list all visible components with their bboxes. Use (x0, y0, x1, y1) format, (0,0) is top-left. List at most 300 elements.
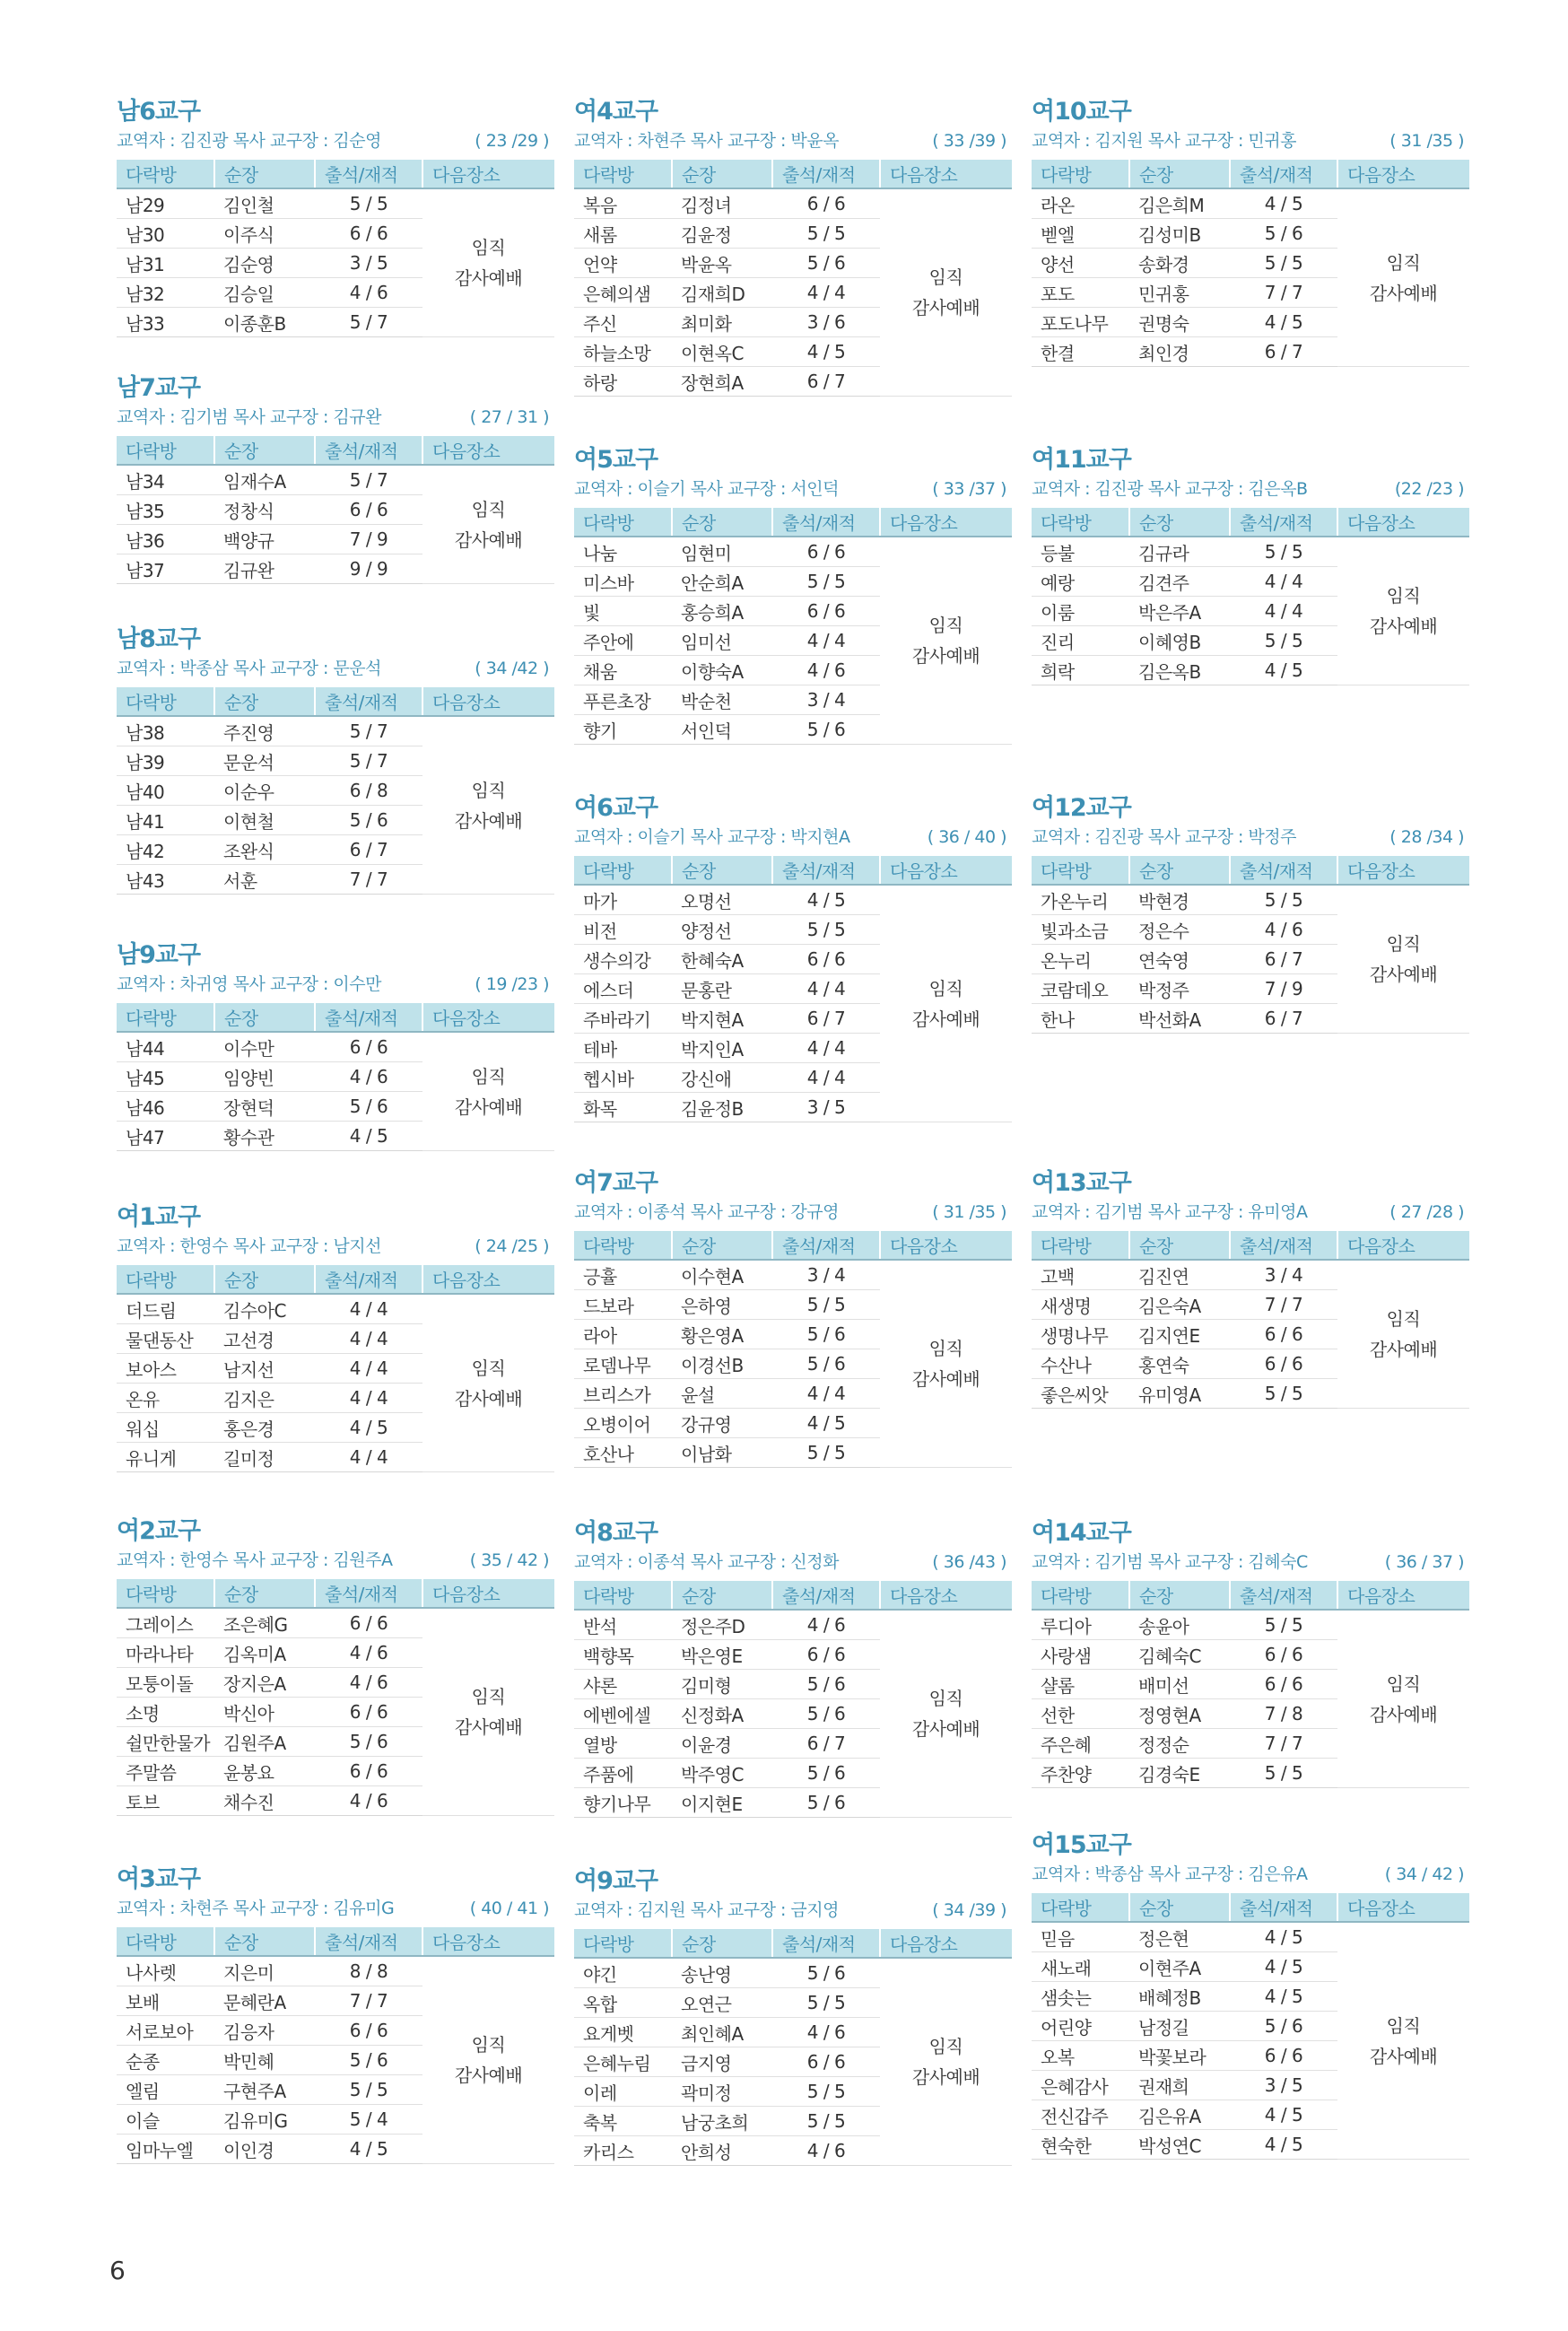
attendance-cell: 5 / 7 (315, 308, 422, 337)
pastor-leader-text: 교역자 : 이슬기 목사 교구장 : 서인덕 (574, 479, 839, 499)
column-header-room: 다락방 (574, 508, 672, 537)
room-cell: 호산나 (574, 1438, 672, 1468)
leader-cell: 이인경 (214, 2135, 315, 2164)
room-cell: 주말씀 (117, 1757, 214, 1786)
room-cell: 물댄동산 (117, 1324, 214, 1354)
leader-cell: 김응자 (214, 2016, 315, 2046)
attendance-total: ( 33 /37 ) (932, 479, 1006, 499)
leader-cell: 이남화 (672, 1438, 772, 1468)
next-place-line: 감사예배 (454, 1716, 523, 1738)
attendance-total: ( 33 /39 ) (932, 131, 1006, 151)
leader-cell: 장현덕 (214, 1092, 315, 1122)
leader-cell: 윤봉요 (214, 1757, 315, 1786)
attendance-cell: 7 / 7 (315, 1986, 422, 2016)
column-header-room: 다락방 (117, 1003, 214, 1032)
attendance-cell: 3 / 6 (772, 308, 880, 337)
attendance-cell: 4 / 5 (1230, 1952, 1337, 1982)
room-cell: 열방 (574, 1729, 672, 1759)
column-header-next-place: 다음장소 (880, 1581, 1012, 1610)
leader-cell: 박은주A (1129, 597, 1230, 626)
attendance-total: ( 31 /35 ) (932, 1202, 1006, 1222)
room-cell: 반석 (574, 1610, 672, 1640)
room-cell: 에스더 (574, 974, 672, 1004)
column-header-leader: 순장 (672, 508, 772, 537)
district-title: 여14교구 (1032, 1519, 1131, 1547)
district-block (574, 1866, 1012, 2166)
leader-cell: 정은수 (1129, 915, 1230, 945)
room-cell: 어린양 (1032, 2012, 1129, 2041)
attendance-cell: 5 / 6 (772, 1759, 880, 1788)
column-header-next-place: 다음장소 (1337, 1581, 1469, 1610)
leader-cell: 이현철 (214, 806, 315, 835)
attendance-total: ( 34 / 42 ) (1384, 1864, 1464, 1884)
attendance-cell: 3 / 4 (772, 1260, 880, 1290)
next-place-line: 임직 (1386, 585, 1421, 607)
column-header-next-place: 다음장소 (1337, 160, 1469, 188)
leader-cell: 고선경 (214, 1324, 315, 1354)
column-header-leader: 순장 (214, 436, 315, 465)
next-place-line: 임직 (928, 266, 963, 288)
next-place-line: 임직 (471, 1065, 506, 1087)
column-header-next-place: 다음장소 (880, 160, 1012, 188)
room-cell: 비전 (574, 915, 672, 945)
room-cell: 남37 (117, 554, 214, 584)
pastor-leader-text: 교역자 : 차현주 목사 교구장 : 김유미G (117, 1899, 395, 1918)
attendance-cell: 5 / 6 (772, 1349, 880, 1379)
room-cell: 브리스가 (574, 1379, 672, 1409)
column-header-next-place: 다음장소 (422, 1265, 554, 1294)
pastor-leader-text: 교역자 : 김진광 목사 교구장 : 김은옥B (1032, 479, 1308, 499)
room-cell: 빛과소금 (1032, 915, 1129, 945)
attendance-cell: 6 / 6 (1230, 1320, 1337, 1349)
attendance-cell: 8 / 8 (315, 1956, 422, 1986)
district-block (574, 97, 1012, 397)
district-block (117, 1202, 554, 1472)
leader-cell: 김경숙E (1129, 1759, 1230, 1788)
next-place-cell (880, 1260, 1012, 1468)
pastor-leader-text: 교역자 : 김기범 목사 교구장 : 김규완 (117, 407, 381, 427)
next-place-cell (880, 1610, 1012, 1818)
room-cell: 샬롬 (1032, 1670, 1129, 1699)
table-row (1032, 537, 1469, 567)
attendance-total: ( 36 /43 ) (932, 1552, 1006, 1572)
column-header-attendance: 출석/재적 (1230, 160, 1337, 188)
leader-cell: 이현옥C (672, 337, 772, 367)
column-header-attendance: 출석/재적 (315, 687, 422, 716)
leader-cell: 송윤아 (1129, 1610, 1230, 1640)
attendance-cell: 5 / 6 (772, 1699, 880, 1729)
column-header-leader: 순장 (1129, 1893, 1230, 1922)
room-cell: 주찬양 (1032, 1759, 1129, 1788)
pastor-leader-text: 교역자 : 이종석 목사 교구장 : 신정화 (574, 1552, 839, 1572)
column-header-room: 다락방 (1032, 1231, 1129, 1260)
column-header-next-place: 다음장소 (1337, 856, 1469, 885)
room-cell: 라온 (1032, 188, 1129, 219)
leader-cell: 김정녀 (672, 188, 772, 219)
attendance-cell: 6 / 6 (772, 2047, 880, 2077)
next-place-line: 감사예배 (454, 809, 523, 832)
column-header-leader: 순장 (1129, 508, 1230, 537)
district-info (574, 1199, 1012, 1226)
room-cell: 모퉁이돌 (117, 1668, 214, 1698)
room-cell: 테바 (574, 1034, 672, 1063)
room-cell: 옥합 (574, 1988, 672, 2018)
next-place-cell (1337, 537, 1469, 685)
room-cell: 복음 (574, 188, 672, 219)
next-place-cell (422, 188, 554, 337)
attendance-cell: 6 / 6 (315, 1608, 422, 1638)
attendance-total: ( 36 / 40 ) (927, 827, 1006, 847)
attendance-cell: 6 / 6 (772, 597, 880, 626)
district-title: 여7교구 (574, 1169, 658, 1197)
room-cell: 더드림 (117, 1294, 214, 1324)
column-header-leader: 순장 (214, 1003, 315, 1032)
room-cell: 하랑 (574, 367, 672, 397)
room-cell: 남32 (117, 278, 214, 308)
attendance-cell: 6 / 6 (315, 1757, 422, 1786)
room-cell: 주안에 (574, 626, 672, 656)
leader-cell: 안희성 (672, 2136, 772, 2166)
table-row (117, 1956, 554, 1986)
attendance-cell: 7 / 7 (315, 865, 422, 895)
leader-cell: 김미형 (672, 1670, 772, 1699)
room-cell: 전신갑주 (1032, 2100, 1129, 2130)
column-header-leader: 순장 (672, 1929, 772, 1958)
next-place-cell (422, 1608, 554, 1816)
leader-cell: 김옥미A (214, 1638, 315, 1668)
room-cell: 워십 (117, 1413, 214, 1443)
next-place-cell (1337, 1260, 1469, 1409)
table-row (117, 1032, 554, 1062)
leader-cell: 김유미G (214, 2105, 315, 2135)
leader-cell: 박정주 (1129, 974, 1230, 1004)
attendance-cell: 4 / 4 (772, 1034, 880, 1063)
column-header-leader: 순장 (672, 1581, 772, 1610)
pastor-leader-text: 교역자 : 김진광 목사 교구장 : 김순영 (117, 131, 381, 151)
room-cell: 선한 (1032, 1699, 1129, 1729)
leader-cell: 박신아 (214, 1698, 315, 1727)
next-place-cell (1337, 885, 1469, 1034)
roster-table (1032, 1581, 1469, 1788)
leader-cell: 이주식 (214, 219, 315, 249)
column-header-room: 다락방 (117, 160, 214, 188)
leader-cell: 민귀홍 (1129, 278, 1230, 308)
attendance-cell: 4 / 6 (1230, 915, 1337, 945)
district-info (117, 127, 554, 154)
attendance-cell: 6 / 7 (1230, 1004, 1337, 1034)
roster-table (117, 1265, 554, 1472)
next-place-line: 감사예배 (911, 1718, 980, 1740)
room-cell: 현숙한 (1032, 2130, 1129, 2160)
room-cell: 수산나 (1032, 1349, 1129, 1379)
pastor-leader-text: 교역자 : 박종삼 목사 교구장 : 문운석 (117, 659, 381, 678)
attendance-cell: 5 / 6 (772, 715, 880, 745)
room-cell: 은혜감사 (1032, 2071, 1129, 2100)
attendance-cell: 5 / 5 (772, 1988, 880, 2018)
attendance-cell: 5 / 5 (772, 1438, 880, 1468)
district-info (1032, 1199, 1469, 1226)
column-header-attendance: 출석/재적 (772, 508, 880, 537)
leader-cell: 오연근 (672, 1988, 772, 2018)
next-place-line: 감사예배 (911, 297, 980, 319)
district-block (117, 1864, 554, 2164)
room-cell: 푸른초장 (574, 685, 672, 715)
attendance-cell: 6 / 6 (315, 2016, 422, 2046)
room-cell: 쉴만한물가 (117, 1727, 214, 1757)
attendance-cell: 6 / 8 (315, 776, 422, 806)
district-title: 여4교구 (574, 98, 658, 126)
leader-cell: 유미영A (1129, 1379, 1230, 1409)
next-place-cell (422, 1956, 554, 2164)
leader-cell: 박주영C (672, 1759, 772, 1788)
roster-table (574, 1231, 1012, 1468)
column-header-next-place: 다음장소 (422, 1927, 554, 1956)
district-block (1032, 793, 1469, 1034)
table-row (1032, 188, 1469, 219)
next-place-line: 감사예배 (1369, 964, 1438, 985)
leader-cell: 김윤정B (672, 1093, 772, 1122)
district-info (117, 971, 554, 998)
roster-table (117, 1927, 554, 2164)
pastor-leader-text: 교역자 : 차현주 목사 교구장 : 박윤옥 (574, 131, 839, 151)
roster-table (1032, 856, 1469, 1034)
leader-cell: 김은유A (1129, 2100, 1230, 2130)
leader-cell: 김승일 (214, 278, 315, 308)
leader-cell: 임미선 (672, 626, 772, 656)
page-number: 6 (109, 2256, 126, 2285)
attendance-total: ( 27 /28 ) (1389, 1202, 1464, 1222)
leader-cell: 최인경 (1129, 337, 1230, 367)
attendance-cell: 3 / 5 (1230, 2071, 1337, 2100)
next-place-line: 임직 (471, 237, 506, 258)
leader-cell: 박성연C (1129, 2130, 1230, 2160)
district-block (1032, 1168, 1469, 1409)
column-header-attendance: 출석/재적 (772, 856, 880, 885)
table-row (574, 1260, 1012, 1290)
room-cell: 언약 (574, 249, 672, 278)
column-header-attendance: 출석/재적 (315, 1265, 422, 1294)
leader-cell: 권명숙 (1129, 308, 1230, 337)
column-header-attendance: 출석/재적 (772, 1929, 880, 1958)
attendance-cell: 4 / 6 (315, 1786, 422, 1816)
next-place-line: 감사예배 (1369, 615, 1438, 637)
attendance-cell: 5 / 7 (315, 465, 422, 495)
district-block (117, 1516, 554, 1816)
attendance-cell: 4 / 5 (1230, 308, 1337, 337)
room-cell: 소명 (117, 1698, 214, 1727)
room-cell: 그레이스 (117, 1608, 214, 1638)
column-header-attendance: 출석/재적 (1230, 856, 1337, 885)
pastor-leader-text: 교역자 : 한영수 목사 교구장 : 김원주A (117, 1550, 393, 1570)
district-title: 여1교구 (117, 1203, 201, 1231)
attendance-cell: 6 / 7 (772, 1729, 880, 1759)
attendance-cell: 5 / 6 (1230, 2012, 1337, 2041)
room-cell: 임마누엘 (117, 2135, 214, 2164)
district-info (1032, 476, 1469, 502)
room-cell: 남31 (117, 249, 214, 278)
room-cell: 고백 (1032, 1260, 1129, 1290)
column-header-attendance: 출석/재적 (315, 436, 422, 465)
leader-cell: 안순희A (672, 567, 772, 597)
attendance-cell: 5 / 5 (772, 2077, 880, 2107)
leader-cell: 정은주D (672, 1610, 772, 1640)
district-title: 여6교구 (574, 794, 658, 822)
next-place-cell (880, 188, 1012, 397)
attendance-cell: 5 / 5 (772, 1290, 880, 1320)
attendance-cell: 4 / 5 (772, 337, 880, 367)
attendance-cell: 6 / 6 (772, 1640, 880, 1670)
table-row (117, 1294, 554, 1324)
attendance-cell: 5 / 6 (772, 1958, 880, 1988)
room-cell: 빛 (574, 597, 672, 626)
room-cell: 토브 (117, 1786, 214, 1816)
room-cell: 남36 (117, 525, 214, 554)
leader-cell: 박윤옥 (672, 249, 772, 278)
leader-cell: 김인철 (214, 188, 315, 219)
attendance-cell: 4 / 5 (1230, 1982, 1337, 2012)
attendance-cell: 3 / 5 (315, 249, 422, 278)
column-header-next-place: 다음장소 (422, 160, 554, 188)
room-cell: 샤론 (574, 1670, 672, 1699)
attendance-cell: 4 / 6 (315, 278, 422, 308)
attendance-cell: 5 / 5 (1230, 1610, 1337, 1640)
attendance-cell: 6 / 7 (772, 1004, 880, 1034)
room-cell: 등불 (1032, 537, 1129, 567)
next-place-line: 감사예배 (454, 1387, 523, 1410)
column-header-room: 다락방 (117, 1265, 214, 1294)
district-info (117, 1895, 554, 1922)
column-header-next-place: 다음장소 (1337, 1231, 1469, 1260)
roster-table (117, 687, 554, 895)
leader-cell: 길미정 (214, 1443, 315, 1472)
attendance-cell: 6 / 6 (1230, 2041, 1337, 2071)
attendance-cell: 4 / 6 (315, 1668, 422, 1698)
column-header-leader: 순장 (214, 1927, 315, 1956)
column-header-attendance: 출석/재적 (772, 1231, 880, 1260)
next-place-line: 임직 (471, 1686, 506, 1707)
room-cell: 이룸 (1032, 597, 1129, 626)
roster-table (1032, 1231, 1469, 1409)
column-header-room: 다락방 (117, 436, 214, 465)
attendance-cell: 4 / 4 (1230, 597, 1337, 626)
room-cell: 채움 (574, 656, 672, 685)
column-header-attendance: 출석/재적 (315, 1579, 422, 1608)
attendance-cell: 5 / 6 (315, 1727, 422, 1757)
column-header-leader: 순장 (214, 160, 315, 188)
column-header-attendance: 출석/재적 (1230, 508, 1337, 537)
column-header-next-place: 다음장소 (422, 436, 554, 465)
room-cell: 엘림 (117, 2075, 214, 2105)
leader-cell: 김윤정 (672, 219, 772, 249)
room-cell: 온유 (117, 1384, 214, 1413)
attendance-cell: 3 / 5 (772, 1093, 880, 1122)
attendance-cell: 4 / 5 (772, 1409, 880, 1438)
leader-cell: 김재희D (672, 278, 772, 308)
next-place-line: 감사예배 (454, 528, 523, 551)
column-header-next-place: 다음장소 (880, 1231, 1012, 1260)
district-title: 여8교구 (574, 1519, 658, 1547)
district-block (117, 373, 554, 584)
attendance-cell: 5 / 6 (772, 1670, 880, 1699)
room-cell: 향기 (574, 715, 672, 745)
table-row (117, 716, 554, 746)
attendance-cell: 4 / 4 (315, 1354, 422, 1384)
room-cell: 한결 (1032, 337, 1129, 367)
room-cell: 긍휼 (574, 1260, 672, 1290)
column-header-leader: 순장 (672, 1231, 772, 1260)
room-cell: 은혜누림 (574, 2047, 672, 2077)
leader-cell: 이순우 (214, 776, 315, 806)
room-cell: 축복 (574, 2107, 672, 2136)
column-header-attendance: 출석/재적 (315, 1003, 422, 1032)
room-cell: 야긴 (574, 1958, 672, 1988)
district-info (1032, 127, 1469, 154)
column-header-room: 다락방 (1032, 1893, 1129, 1922)
column-header-leader: 순장 (214, 687, 315, 716)
roster-table (574, 1581, 1012, 1818)
attendance-total: ( 34 /42 ) (475, 659, 549, 678)
attendance-cell: 6 / 7 (1230, 337, 1337, 367)
attendance-cell: 5 / 5 (1230, 1379, 1337, 1409)
table-row (117, 465, 554, 495)
attendance-cell: 6 / 6 (772, 537, 880, 567)
attendance-total: ( 27 / 31 ) (469, 407, 549, 427)
room-cell: 남35 (117, 495, 214, 525)
pastor-leader-text: 교역자 : 김기범 목사 교구장 : 유미영A (1032, 1202, 1308, 1222)
room-cell: 믿음 (1032, 1922, 1129, 1952)
column-header-next-place: 다음장소 (422, 1579, 554, 1608)
attendance-cell: 5 / 5 (1230, 537, 1337, 567)
leader-cell: 김원주A (214, 1727, 315, 1757)
next-place-line: 임직 (1386, 251, 1421, 274)
attendance-cell: 4 / 4 (315, 1443, 422, 1472)
district-block (574, 445, 1012, 745)
table-row (574, 188, 1012, 219)
leader-cell: 황은영A (672, 1320, 772, 1349)
next-place-line: 임직 (471, 779, 506, 801)
room-cell: 오복 (1032, 2041, 1129, 2071)
attendance-cell: 4 / 5 (315, 1122, 422, 1151)
column-header-leader: 순장 (672, 856, 772, 885)
room-cell: 이슬 (117, 2105, 214, 2135)
attendance-cell: 6 / 6 (1230, 1349, 1337, 1379)
room-cell: 오병이어 (574, 1409, 672, 1438)
room-cell: 사랑샘 (1032, 1640, 1129, 1670)
leader-cell: 곽미정 (672, 2077, 772, 2107)
room-cell: 하늘소망 (574, 337, 672, 367)
column-header-leader: 순장 (214, 1265, 315, 1294)
attendance-total: ( 19 /23 ) (475, 974, 549, 994)
attendance-cell: 4 / 4 (772, 1063, 880, 1093)
leader-cell: 박선화A (1129, 1004, 1230, 1034)
leader-cell: 홍승희A (672, 597, 772, 626)
next-place-cell (1337, 188, 1469, 367)
room-cell: 온누리 (1032, 945, 1129, 974)
room-cell: 카리스 (574, 2136, 672, 2166)
next-place-line: 감사예배 (911, 2066, 980, 2088)
attendance-cell: 4 / 6 (772, 2018, 880, 2047)
room-cell: 남40 (117, 776, 214, 806)
leader-cell: 백양규 (214, 525, 315, 554)
column-header-attendance: 출석/재적 (772, 160, 880, 188)
district-title: 남7교구 (117, 374, 201, 402)
room-cell: 요게벳 (574, 2018, 672, 2047)
column-header-room: 다락방 (574, 1231, 672, 1260)
table-row (117, 1608, 554, 1638)
attendance-cell: 5 / 6 (772, 1320, 880, 1349)
leader-cell: 임양빈 (214, 1062, 315, 1092)
next-place-line: 감사예배 (1369, 2045, 1438, 2067)
